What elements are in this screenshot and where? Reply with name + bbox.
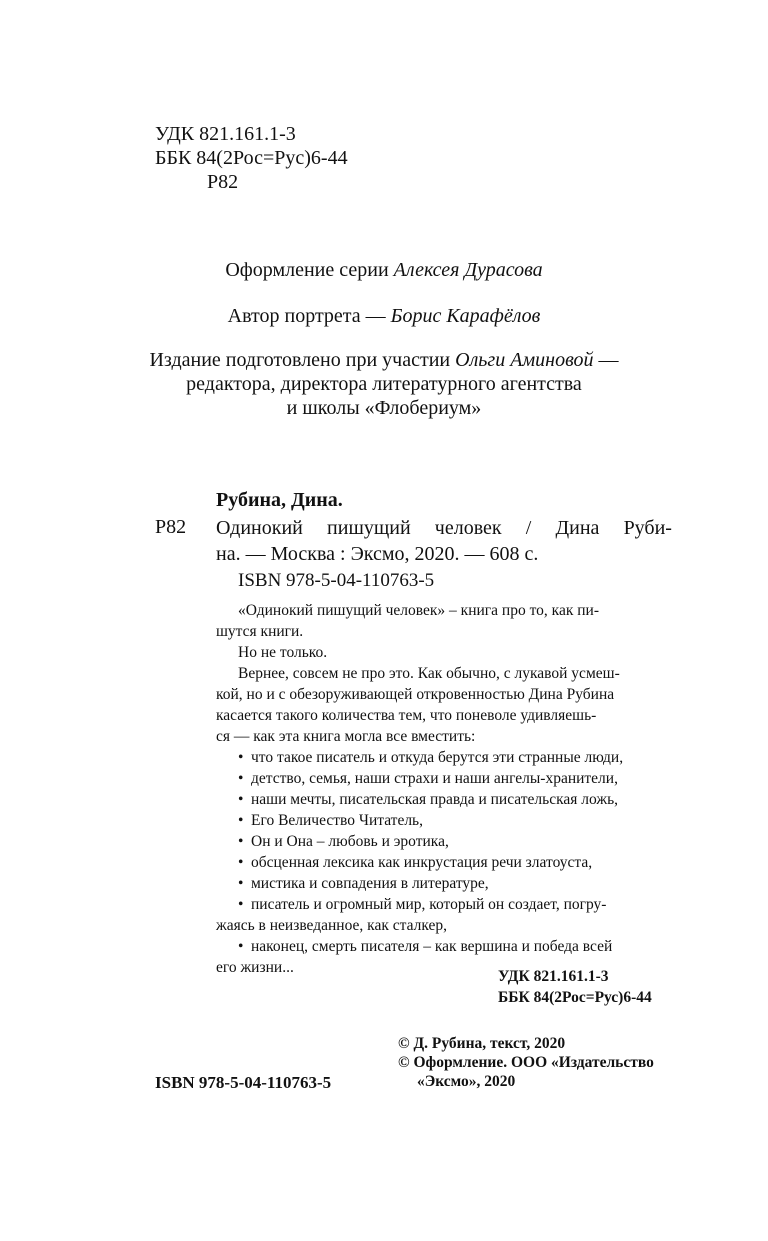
list-item [216, 831, 672, 852]
bib-word: Одинокий [216, 517, 303, 539]
portrait-credit [0, 304, 768, 328]
annotation-line: касается такого количества тем, что поневоле удивляешь- [216, 707, 597, 724]
copyright-design-cont: «Эксмо», 2020 [417, 1073, 516, 1090]
list-item-text: писатель и огромный мир, который он создает, погру- [251, 896, 607, 913]
bullet-icon: • [238, 938, 244, 955]
list-item-text: Он и Она – любовь и эротика, [251, 833, 449, 850]
copyright-block [398, 1034, 654, 1091]
bib-word: / [525, 517, 532, 539]
bib-word: человек [434, 517, 502, 539]
list-item-continuation: жаясь в неизведанное, как сталкер, [216, 917, 447, 934]
edition-credit [0, 348, 768, 420]
bib-line-2: на. — Москва : Эксмо, 2020. — 608 с. [216, 543, 539, 565]
footer-udk: УДК 821.161.1-3 [498, 968, 609, 985]
bibliographic-description [216, 515, 672, 567]
list-item-text: что такое писатель и откуда берутся эти странные люди, [251, 749, 624, 766]
author-mark: Р82 [207, 171, 239, 193]
udk-code: УДК 821.161.1-3 [155, 123, 296, 145]
series-design-credit [0, 258, 768, 282]
bib-word: пишущий [327, 517, 411, 539]
series-prefix: Оформление серии [225, 259, 394, 281]
bib-word: Руби- [623, 517, 672, 539]
annotation-text: «Одинокий пишущий человек» – книга про то, как пи- [238, 602, 599, 619]
list-item [216, 789, 672, 810]
edition-line-2: редактора, директора литературного агентства [186, 373, 582, 395]
bbk-code: ББК 84(2Рос=Рус)6-44 [155, 147, 348, 169]
list-item-text: обсценная лексика как инкрустация речи златоуста, [251, 854, 593, 871]
annotation-line [216, 600, 672, 621]
bullet-icon: • [238, 875, 244, 892]
series-designer-name: Алексея Дурасова [393, 259, 543, 281]
bullet-icon: • [238, 770, 244, 787]
annotation-line: Но не только. [238, 644, 328, 661]
bullet-icon: • [238, 749, 244, 766]
bib-line-1 [216, 515, 672, 541]
catalog-author-mark: Р82 [155, 516, 187, 538]
list-item-text: Его Величество Читатель, [251, 812, 424, 829]
list-item-text: наши мечты, писательская правда и писательская ложь, [251, 791, 619, 808]
bullet-icon: • [238, 854, 244, 871]
list-item [216, 936, 672, 957]
bullet-icon: • [238, 812, 244, 829]
copyright-text: © Д. Рубина, текст, 2020 [398, 1035, 566, 1052]
list-item [216, 768, 672, 789]
annotation-line: шутся книги. [216, 623, 304, 640]
list-item-text: наконец, смерть писателя – как вершина и победа всей [251, 938, 613, 955]
bullet-icon: • [238, 791, 244, 808]
footer-isbn: ISBN 978-5-04-110763-5 [155, 1073, 332, 1092]
list-item-continuation: его жизни... [216, 959, 294, 976]
list-item [216, 810, 672, 831]
portrait-prefix: Автор портрета — [227, 305, 391, 327]
annotation-line: кой, но и с обезоруживающей откровенностью Дина Рубина [216, 686, 615, 703]
copyright-design: © Оформление. ООО «Издательство [398, 1054, 654, 1071]
classification-codes [155, 122, 348, 194]
edition-line-3: и школы «Флобериум» [286, 397, 482, 419]
bullet-icon: • [238, 833, 244, 850]
catalog-isbn: ISBN 978-5-04-110763-5 [238, 570, 435, 591]
footer-codes [498, 966, 652, 1008]
list-item [216, 852, 672, 873]
list-item [216, 894, 672, 915]
edition-editor-name: Ольги Аминовой [455, 349, 594, 371]
list-item-text: детство, семья, наши страхи и наши ангелы-хранители, [251, 770, 618, 787]
bullet-icon: • [238, 896, 244, 913]
edition-prefix: Издание подготовлено при участии [149, 349, 456, 371]
annotation-line: Вернее, совсем не про это. Как обычно, с лукавой усмеш- [238, 665, 620, 682]
list-item [216, 747, 672, 768]
bib-word: Дина [555, 517, 600, 539]
list-item-text: мистика и совпадения в литературе, [251, 875, 489, 892]
catalog-author: Рубина, Дина. [216, 489, 343, 511]
annotation [216, 600, 672, 978]
annotation-line: ся — как эта книга могла все вместить: [216, 728, 476, 745]
portrait-author-name: Борис Карафёлов [390, 305, 541, 327]
list-item [216, 873, 672, 894]
edition-dash: — [593, 349, 619, 371]
footer-bbk: ББК 84(2Рос=Рус)6-44 [498, 989, 652, 1006]
